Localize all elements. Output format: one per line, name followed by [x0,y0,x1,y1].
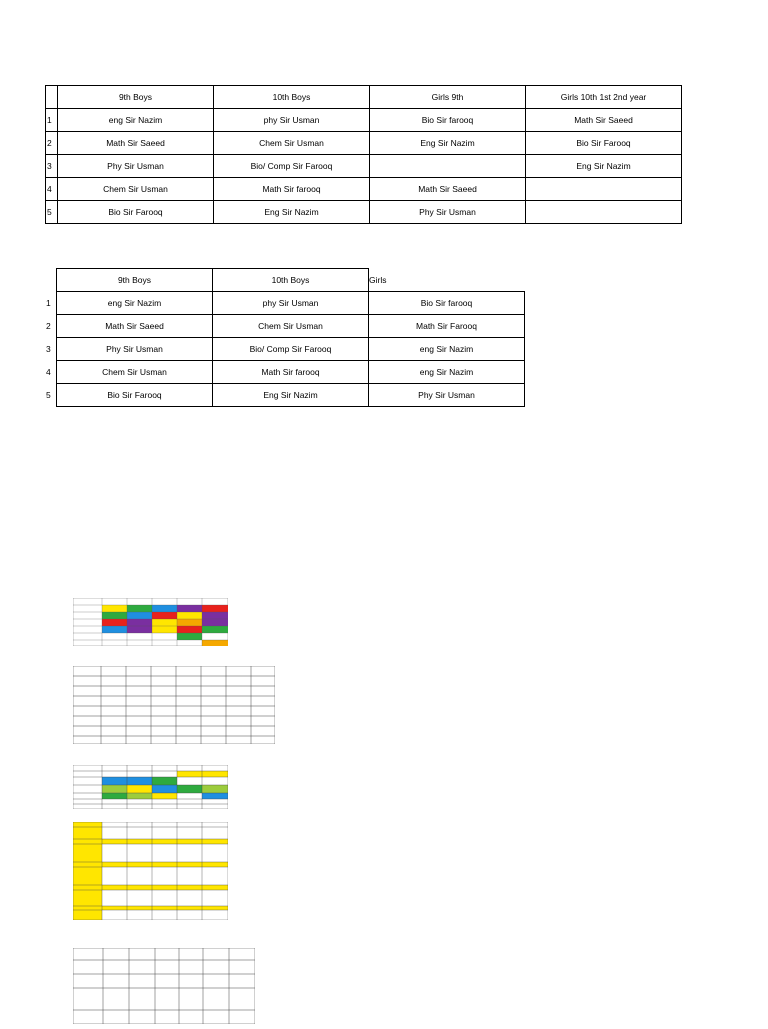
table-cell: Math Sir Farooq [369,315,525,338]
table-cell: Bio/ Comp Sir Farooq [213,338,369,361]
thumbnail-grid [73,948,255,1024]
index-cell [46,86,58,109]
thumbnail-timetable-4 [73,822,228,920]
table-cell: Bio Sir Farooq [526,132,682,155]
header-cell: 10th Boys [213,269,369,292]
row-number: 4 [46,367,51,377]
row-number: 1 [46,298,51,308]
row-number: 2 [46,132,58,155]
table-cell: Bio/ Comp Sir Farooq [214,155,370,178]
table-row [45,384,525,407]
table-cell: Math Sir farooq [214,178,370,201]
table-cell: Chem Sir Usman [213,315,369,338]
row-number: 1 [46,109,58,132]
table-cell: eng Sir Nazim [58,109,214,132]
table-cell: Math Sir Saeed [526,109,682,132]
table-cell: Phy Sir Usman [58,155,214,178]
table-cell: phy Sir Usman [213,292,369,315]
table-row [46,109,682,132]
row-number: 5 [46,201,58,224]
table-row [46,132,682,155]
table-cell: Math Sir Saeed [57,315,213,338]
timetable-1 [45,85,682,224]
header-cell: Girls 10th 1st 2nd year [526,86,682,109]
row-number: 5 [46,390,51,400]
table-cell: Chem Sir Usman [58,178,214,201]
table-cell: Eng Sir Nazim [526,155,682,178]
header-cell: Girls 9th [370,86,526,109]
thumbnail-timetable-1 [73,598,228,646]
header-cell: 9th Boys [58,86,214,109]
table-row [45,292,525,315]
timetable-2 [45,268,525,407]
table-cell: Math Sir Saeed [370,178,526,201]
table-cell: Eng Sir Nazim [213,384,369,407]
table-row [46,201,682,224]
table-cell: phy Sir Usman [214,109,370,132]
header-cell: 9th Boys [57,269,213,292]
thumbnail-grid [73,765,228,809]
thumbnail-grid [73,598,228,646]
thumbnail-grid [73,666,275,744]
table-header-row [46,86,682,109]
table-cell: Bio Sir Farooq [57,384,213,407]
table-cell: Eng Sir Nazim [214,201,370,224]
table-cell: Bio Sir farooq [370,109,526,132]
thumbnail-grid [73,822,228,920]
table-cell: Math Sir Saeed [58,132,214,155]
row-number: 3 [46,155,58,178]
table-cell: Phy Sir Usman [369,384,525,407]
table-cell: Phy Sir Usman [57,338,213,361]
table-cell [370,155,526,178]
table-row [45,361,525,384]
thumbnail-timetable-3 [73,765,228,809]
table-row [46,155,682,178]
table-header-row [45,269,525,292]
index-cell [45,269,57,292]
table-row [46,178,682,201]
table-cell: eng Sir Nazim [57,292,213,315]
table-row [45,315,525,338]
row-number: 4 [46,178,58,201]
header-cell: Girls [369,274,387,285]
row-number: 2 [46,321,51,331]
header-cell: 10th Boys [214,86,370,109]
table-cell: Bio Sir farooq [369,292,525,315]
thumbnail-timetable-5 [73,948,255,1024]
table-cell: eng Sir Nazim [369,338,525,361]
table-cell: Phy Sir Usman [370,201,526,224]
table-cell: Bio Sir Farooq [58,201,214,224]
row-number: 3 [46,344,51,354]
table-row [45,338,525,361]
table-cell [526,178,682,201]
thumbnail-timetable-2 [73,666,275,744]
table-cell: Math Sir farooq [213,361,369,384]
table-cell: Eng Sir Nazim [370,132,526,155]
table-cell: eng Sir Nazim [369,361,525,384]
table-cell: Chem Sir Usman [57,361,213,384]
table-cell [526,201,682,224]
table-cell: Chem Sir Usman [214,132,370,155]
